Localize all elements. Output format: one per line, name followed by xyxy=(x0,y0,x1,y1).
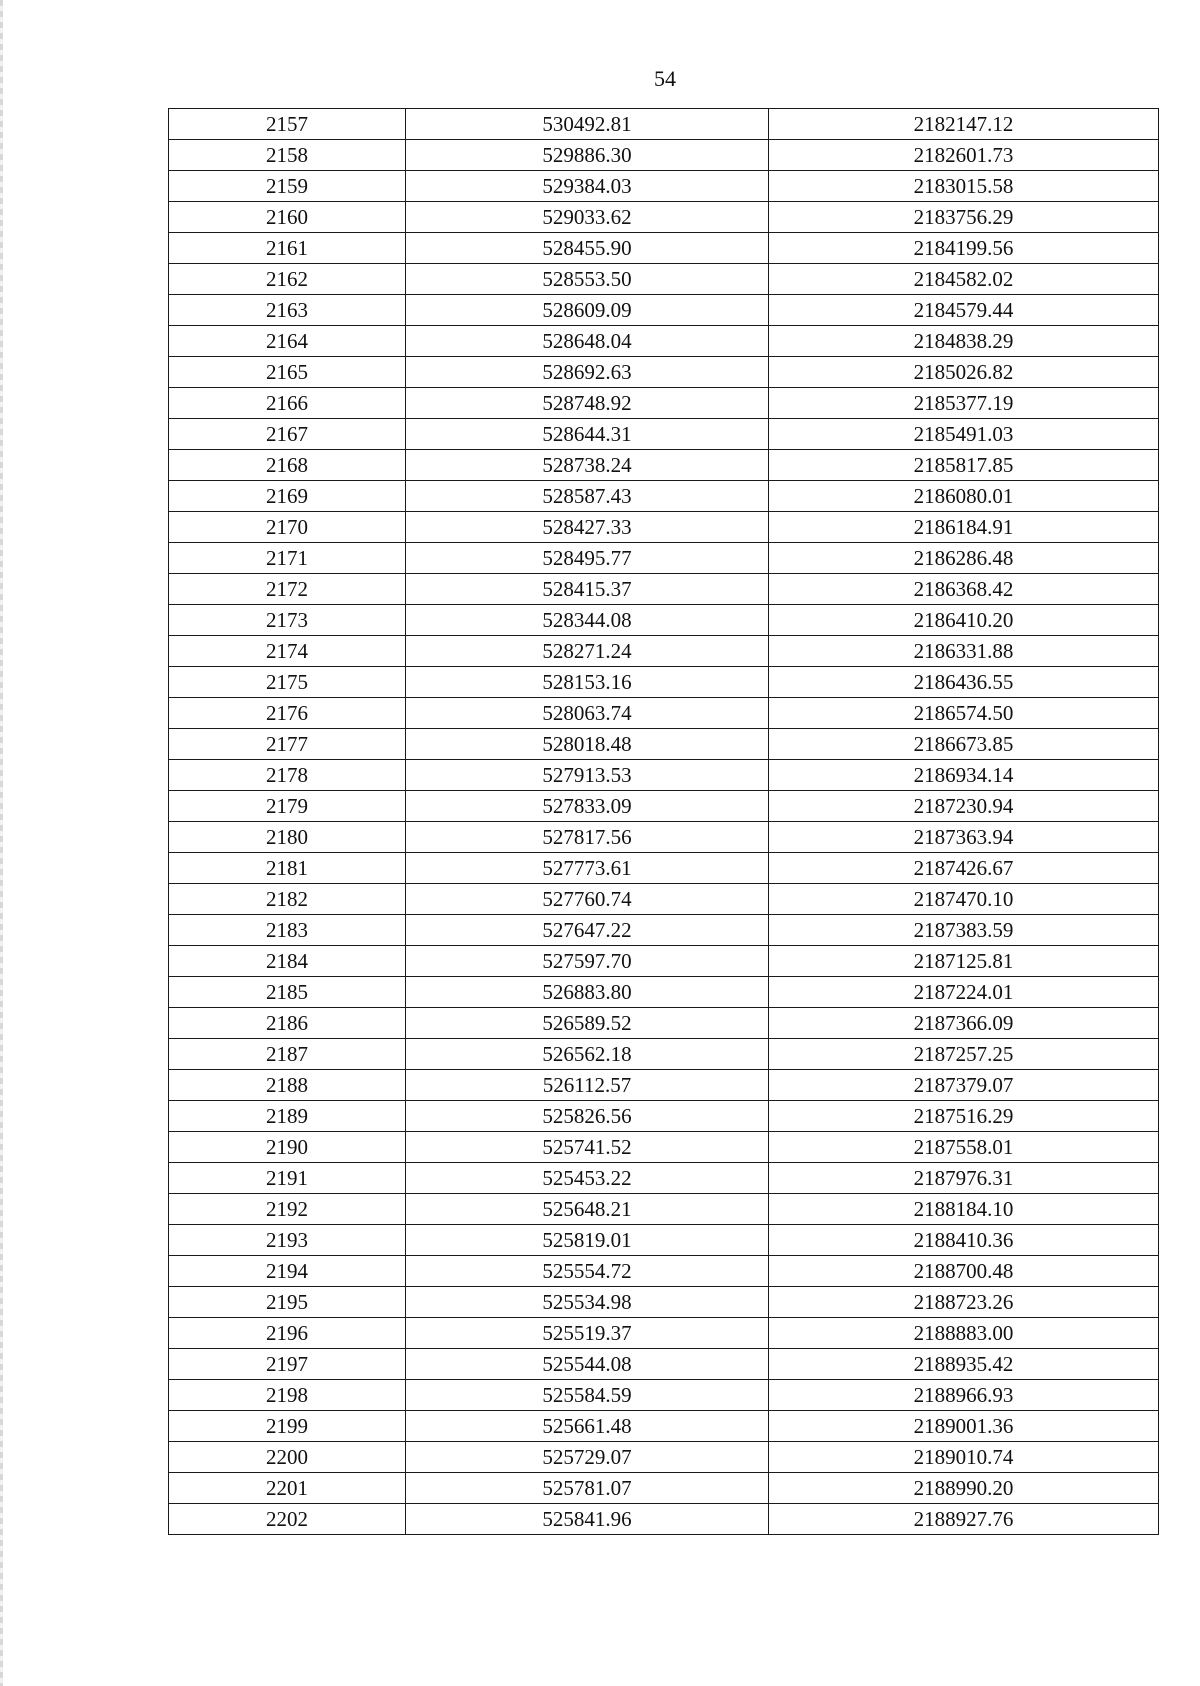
x-coordinate-cell: 525519.37 xyxy=(406,1318,769,1349)
x-coordinate-cell: 528153.16 xyxy=(406,667,769,698)
x-coordinate-cell: 528344.08 xyxy=(406,605,769,636)
point-number-cell: 2202 xyxy=(169,1504,406,1535)
y-coordinate-cell: 2187516.29 xyxy=(769,1101,1159,1132)
x-coordinate-cell: 527817.56 xyxy=(406,822,769,853)
y-coordinate-cell: 2187363.94 xyxy=(769,822,1159,853)
point-number-cell: 2196 xyxy=(169,1318,406,1349)
table-row xyxy=(169,946,1159,977)
x-coordinate-cell: 525534.98 xyxy=(406,1287,769,1318)
point-number-cell: 2168 xyxy=(169,450,406,481)
x-coordinate-cell: 525661.48 xyxy=(406,1411,769,1442)
x-coordinate-cell: 528587.43 xyxy=(406,481,769,512)
table-row xyxy=(169,1504,1159,1535)
table-row xyxy=(169,264,1159,295)
table-row xyxy=(169,202,1159,233)
table-row xyxy=(169,1070,1159,1101)
y-coordinate-cell: 2187558.01 xyxy=(769,1132,1159,1163)
x-coordinate-cell: 525453.22 xyxy=(406,1163,769,1194)
page-number: 54 xyxy=(654,66,676,91)
y-coordinate-cell: 2187426.67 xyxy=(769,853,1159,884)
table-row xyxy=(169,1132,1159,1163)
x-coordinate-cell: 528271.24 xyxy=(406,636,769,667)
point-number-cell: 2175 xyxy=(169,667,406,698)
table-row xyxy=(169,667,1159,698)
table-row xyxy=(169,636,1159,667)
point-number-cell: 2186 xyxy=(169,1008,406,1039)
x-coordinate-cell: 527773.61 xyxy=(406,853,769,884)
x-coordinate-cell: 528738.24 xyxy=(406,450,769,481)
point-number-cell: 2201 xyxy=(169,1473,406,1504)
table-row xyxy=(169,1411,1159,1442)
x-coordinate-cell: 528644.31 xyxy=(406,419,769,450)
point-number-cell: 2190 xyxy=(169,1132,406,1163)
x-coordinate-cell: 528415.37 xyxy=(406,574,769,605)
x-coordinate-cell: 526562.18 xyxy=(406,1039,769,1070)
table-row xyxy=(169,109,1159,140)
point-number-cell: 2158 xyxy=(169,140,406,171)
point-number-cell: 2162 xyxy=(169,264,406,295)
table-row xyxy=(169,853,1159,884)
point-number-cell: 2195 xyxy=(169,1287,406,1318)
table-row xyxy=(169,1349,1159,1380)
point-number-cell: 2197 xyxy=(169,1349,406,1380)
point-number-cell: 2159 xyxy=(169,171,406,202)
y-coordinate-cell: 2186286.48 xyxy=(769,543,1159,574)
x-coordinate-cell: 527833.09 xyxy=(406,791,769,822)
table-row xyxy=(169,1163,1159,1194)
point-number-cell: 2166 xyxy=(169,388,406,419)
y-coordinate-cell: 2184582.02 xyxy=(769,264,1159,295)
y-coordinate-cell: 2186368.42 xyxy=(769,574,1159,605)
point-number-cell: 2160 xyxy=(169,202,406,233)
table-row xyxy=(169,512,1159,543)
y-coordinate-cell: 2186436.55 xyxy=(769,667,1159,698)
table-row xyxy=(169,1039,1159,1070)
x-coordinate-cell: 527760.74 xyxy=(406,884,769,915)
y-coordinate-cell: 2186331.88 xyxy=(769,636,1159,667)
y-coordinate-cell: 2188723.26 xyxy=(769,1287,1159,1318)
x-coordinate-cell: 528553.50 xyxy=(406,264,769,295)
point-number-cell: 2178 xyxy=(169,760,406,791)
y-coordinate-cell: 2186934.14 xyxy=(769,760,1159,791)
point-number-cell: 2182 xyxy=(169,884,406,915)
y-coordinate-cell: 2187257.25 xyxy=(769,1039,1159,1070)
point-number-cell: 2192 xyxy=(169,1194,406,1225)
x-coordinate-cell: 526589.52 xyxy=(406,1008,769,1039)
y-coordinate-cell: 2188990.20 xyxy=(769,1473,1159,1504)
table-row xyxy=(169,1256,1159,1287)
table-row xyxy=(169,1318,1159,1349)
y-coordinate-cell: 2186574.50 xyxy=(769,698,1159,729)
x-coordinate-cell: 528455.90 xyxy=(406,233,769,264)
x-coordinate-cell: 526112.57 xyxy=(406,1070,769,1101)
table-row xyxy=(169,729,1159,760)
x-coordinate-cell: 530492.81 xyxy=(406,109,769,140)
point-number-cell: 2185 xyxy=(169,977,406,1008)
table-row xyxy=(169,884,1159,915)
y-coordinate-cell: 2187470.10 xyxy=(769,884,1159,915)
point-number-cell: 2163 xyxy=(169,295,406,326)
x-coordinate-cell: 525741.52 xyxy=(406,1132,769,1163)
point-number-cell: 2173 xyxy=(169,605,406,636)
y-coordinate-cell: 2182601.73 xyxy=(769,140,1159,171)
x-coordinate-cell: 525584.59 xyxy=(406,1380,769,1411)
table-row xyxy=(169,1194,1159,1225)
y-coordinate-cell: 2186673.85 xyxy=(769,729,1159,760)
point-number-cell: 2181 xyxy=(169,853,406,884)
y-coordinate-cell: 2182147.12 xyxy=(769,109,1159,140)
point-number-cell: 2174 xyxy=(169,636,406,667)
table-row xyxy=(169,1442,1159,1473)
y-coordinate-cell: 2187230.94 xyxy=(769,791,1159,822)
x-coordinate-cell: 527647.22 xyxy=(406,915,769,946)
point-number-cell: 2167 xyxy=(169,419,406,450)
y-coordinate-cell: 2187379.07 xyxy=(769,1070,1159,1101)
x-coordinate-cell: 529033.62 xyxy=(406,202,769,233)
y-coordinate-cell: 2189010.74 xyxy=(769,1442,1159,1473)
y-coordinate-cell: 2188927.76 xyxy=(769,1504,1159,1535)
y-coordinate-cell: 2185377.19 xyxy=(769,388,1159,419)
point-number-cell: 2180 xyxy=(169,822,406,853)
table-row xyxy=(169,481,1159,512)
x-coordinate-cell: 528609.09 xyxy=(406,295,769,326)
point-number-cell: 2164 xyxy=(169,326,406,357)
point-number-cell: 2161 xyxy=(169,233,406,264)
y-coordinate-cell: 2188700.48 xyxy=(769,1256,1159,1287)
x-coordinate-cell: 527913.53 xyxy=(406,760,769,791)
table-row xyxy=(169,1380,1159,1411)
x-coordinate-cell: 528018.48 xyxy=(406,729,769,760)
point-number-cell: 2188 xyxy=(169,1070,406,1101)
table-row xyxy=(169,171,1159,202)
x-coordinate-cell: 529886.30 xyxy=(406,140,769,171)
x-coordinate-cell: 528648.04 xyxy=(406,326,769,357)
x-coordinate-cell: 525554.72 xyxy=(406,1256,769,1287)
point-number-cell: 2191 xyxy=(169,1163,406,1194)
point-number-cell: 2171 xyxy=(169,543,406,574)
x-coordinate-cell: 525781.07 xyxy=(406,1473,769,1504)
point-number-cell: 2189 xyxy=(169,1101,406,1132)
point-number-cell: 2187 xyxy=(169,1039,406,1070)
table-row xyxy=(169,1287,1159,1318)
y-coordinate-cell: 2185026.82 xyxy=(769,357,1159,388)
table-row xyxy=(169,140,1159,171)
table-row xyxy=(169,698,1159,729)
x-coordinate-cell: 526883.80 xyxy=(406,977,769,1008)
y-coordinate-cell: 2184579.44 xyxy=(769,295,1159,326)
y-coordinate-cell: 2188184.10 xyxy=(769,1194,1159,1225)
x-coordinate-cell: 525544.08 xyxy=(406,1349,769,1380)
point-number-cell: 2184 xyxy=(169,946,406,977)
table-row xyxy=(169,326,1159,357)
x-coordinate-cell: 528427.33 xyxy=(406,512,769,543)
x-coordinate-cell: 525819.01 xyxy=(406,1225,769,1256)
y-coordinate-cell: 2183015.58 xyxy=(769,171,1159,202)
table-row xyxy=(169,357,1159,388)
y-coordinate-cell: 2187366.09 xyxy=(769,1008,1159,1039)
y-coordinate-cell: 2186410.20 xyxy=(769,605,1159,636)
table-row xyxy=(169,977,1159,1008)
table-row xyxy=(169,1101,1159,1132)
y-coordinate-cell: 2184199.56 xyxy=(769,233,1159,264)
table-row xyxy=(169,233,1159,264)
point-number-cell: 2170 xyxy=(169,512,406,543)
point-number-cell: 2179 xyxy=(169,791,406,822)
x-coordinate-cell: 529384.03 xyxy=(406,171,769,202)
table-row xyxy=(169,1225,1159,1256)
point-number-cell: 2183 xyxy=(169,915,406,946)
y-coordinate-cell: 2188883.00 xyxy=(769,1318,1159,1349)
y-coordinate-cell: 2188935.42 xyxy=(769,1349,1159,1380)
x-coordinate-cell: 525826.56 xyxy=(406,1101,769,1132)
y-coordinate-cell: 2187224.01 xyxy=(769,977,1159,1008)
y-coordinate-cell: 2185491.03 xyxy=(769,419,1159,450)
table-row xyxy=(169,915,1159,946)
table-row xyxy=(169,450,1159,481)
x-coordinate-cell: 528692.63 xyxy=(406,357,769,388)
table-row xyxy=(169,760,1159,791)
point-number-cell: 2176 xyxy=(169,698,406,729)
table-row xyxy=(169,543,1159,574)
point-number-cell: 2199 xyxy=(169,1411,406,1442)
point-number-cell: 2194 xyxy=(169,1256,406,1287)
y-coordinate-cell: 2186184.91 xyxy=(769,512,1159,543)
coordinate-table-body xyxy=(169,109,1159,1535)
y-coordinate-cell: 2189001.36 xyxy=(769,1411,1159,1442)
y-coordinate-cell: 2186080.01 xyxy=(769,481,1159,512)
x-coordinate-cell: 528063.74 xyxy=(406,698,769,729)
x-coordinate-cell: 528748.92 xyxy=(406,388,769,419)
x-coordinate-cell: 525729.07 xyxy=(406,1442,769,1473)
x-coordinate-cell: 525648.21 xyxy=(406,1194,769,1225)
y-coordinate-cell: 2187976.31 xyxy=(769,1163,1159,1194)
y-coordinate-cell: 2187383.59 xyxy=(769,915,1159,946)
table-row xyxy=(169,791,1159,822)
point-number-cell: 2177 xyxy=(169,729,406,760)
x-coordinate-cell: 528495.77 xyxy=(406,543,769,574)
scan-edge xyxy=(0,0,3,1686)
table-row xyxy=(169,295,1159,326)
x-coordinate-cell: 527597.70 xyxy=(406,946,769,977)
table-row xyxy=(169,1473,1159,1504)
y-coordinate-cell: 2184838.29 xyxy=(769,326,1159,357)
table-row xyxy=(169,605,1159,636)
x-coordinate-cell: 525841.96 xyxy=(406,1504,769,1535)
point-number-cell: 2169 xyxy=(169,481,406,512)
table-row xyxy=(169,419,1159,450)
point-number-cell: 2165 xyxy=(169,357,406,388)
y-coordinate-cell: 2188966.93 xyxy=(769,1380,1159,1411)
table-row xyxy=(169,1008,1159,1039)
y-coordinate-cell: 2187125.81 xyxy=(769,946,1159,977)
y-coordinate-cell: 2183756.29 xyxy=(769,202,1159,233)
coordinate-table xyxy=(168,108,1159,1535)
table-row xyxy=(169,388,1159,419)
table-row xyxy=(169,574,1159,605)
point-number-cell: 2200 xyxy=(169,1442,406,1473)
table-row xyxy=(169,822,1159,853)
point-number-cell: 2193 xyxy=(169,1225,406,1256)
y-coordinate-cell: 2185817.85 xyxy=(769,450,1159,481)
y-coordinate-cell: 2188410.36 xyxy=(769,1225,1159,1256)
point-number-cell: 2198 xyxy=(169,1380,406,1411)
point-number-cell: 2157 xyxy=(169,109,406,140)
point-number-cell: 2172 xyxy=(169,574,406,605)
